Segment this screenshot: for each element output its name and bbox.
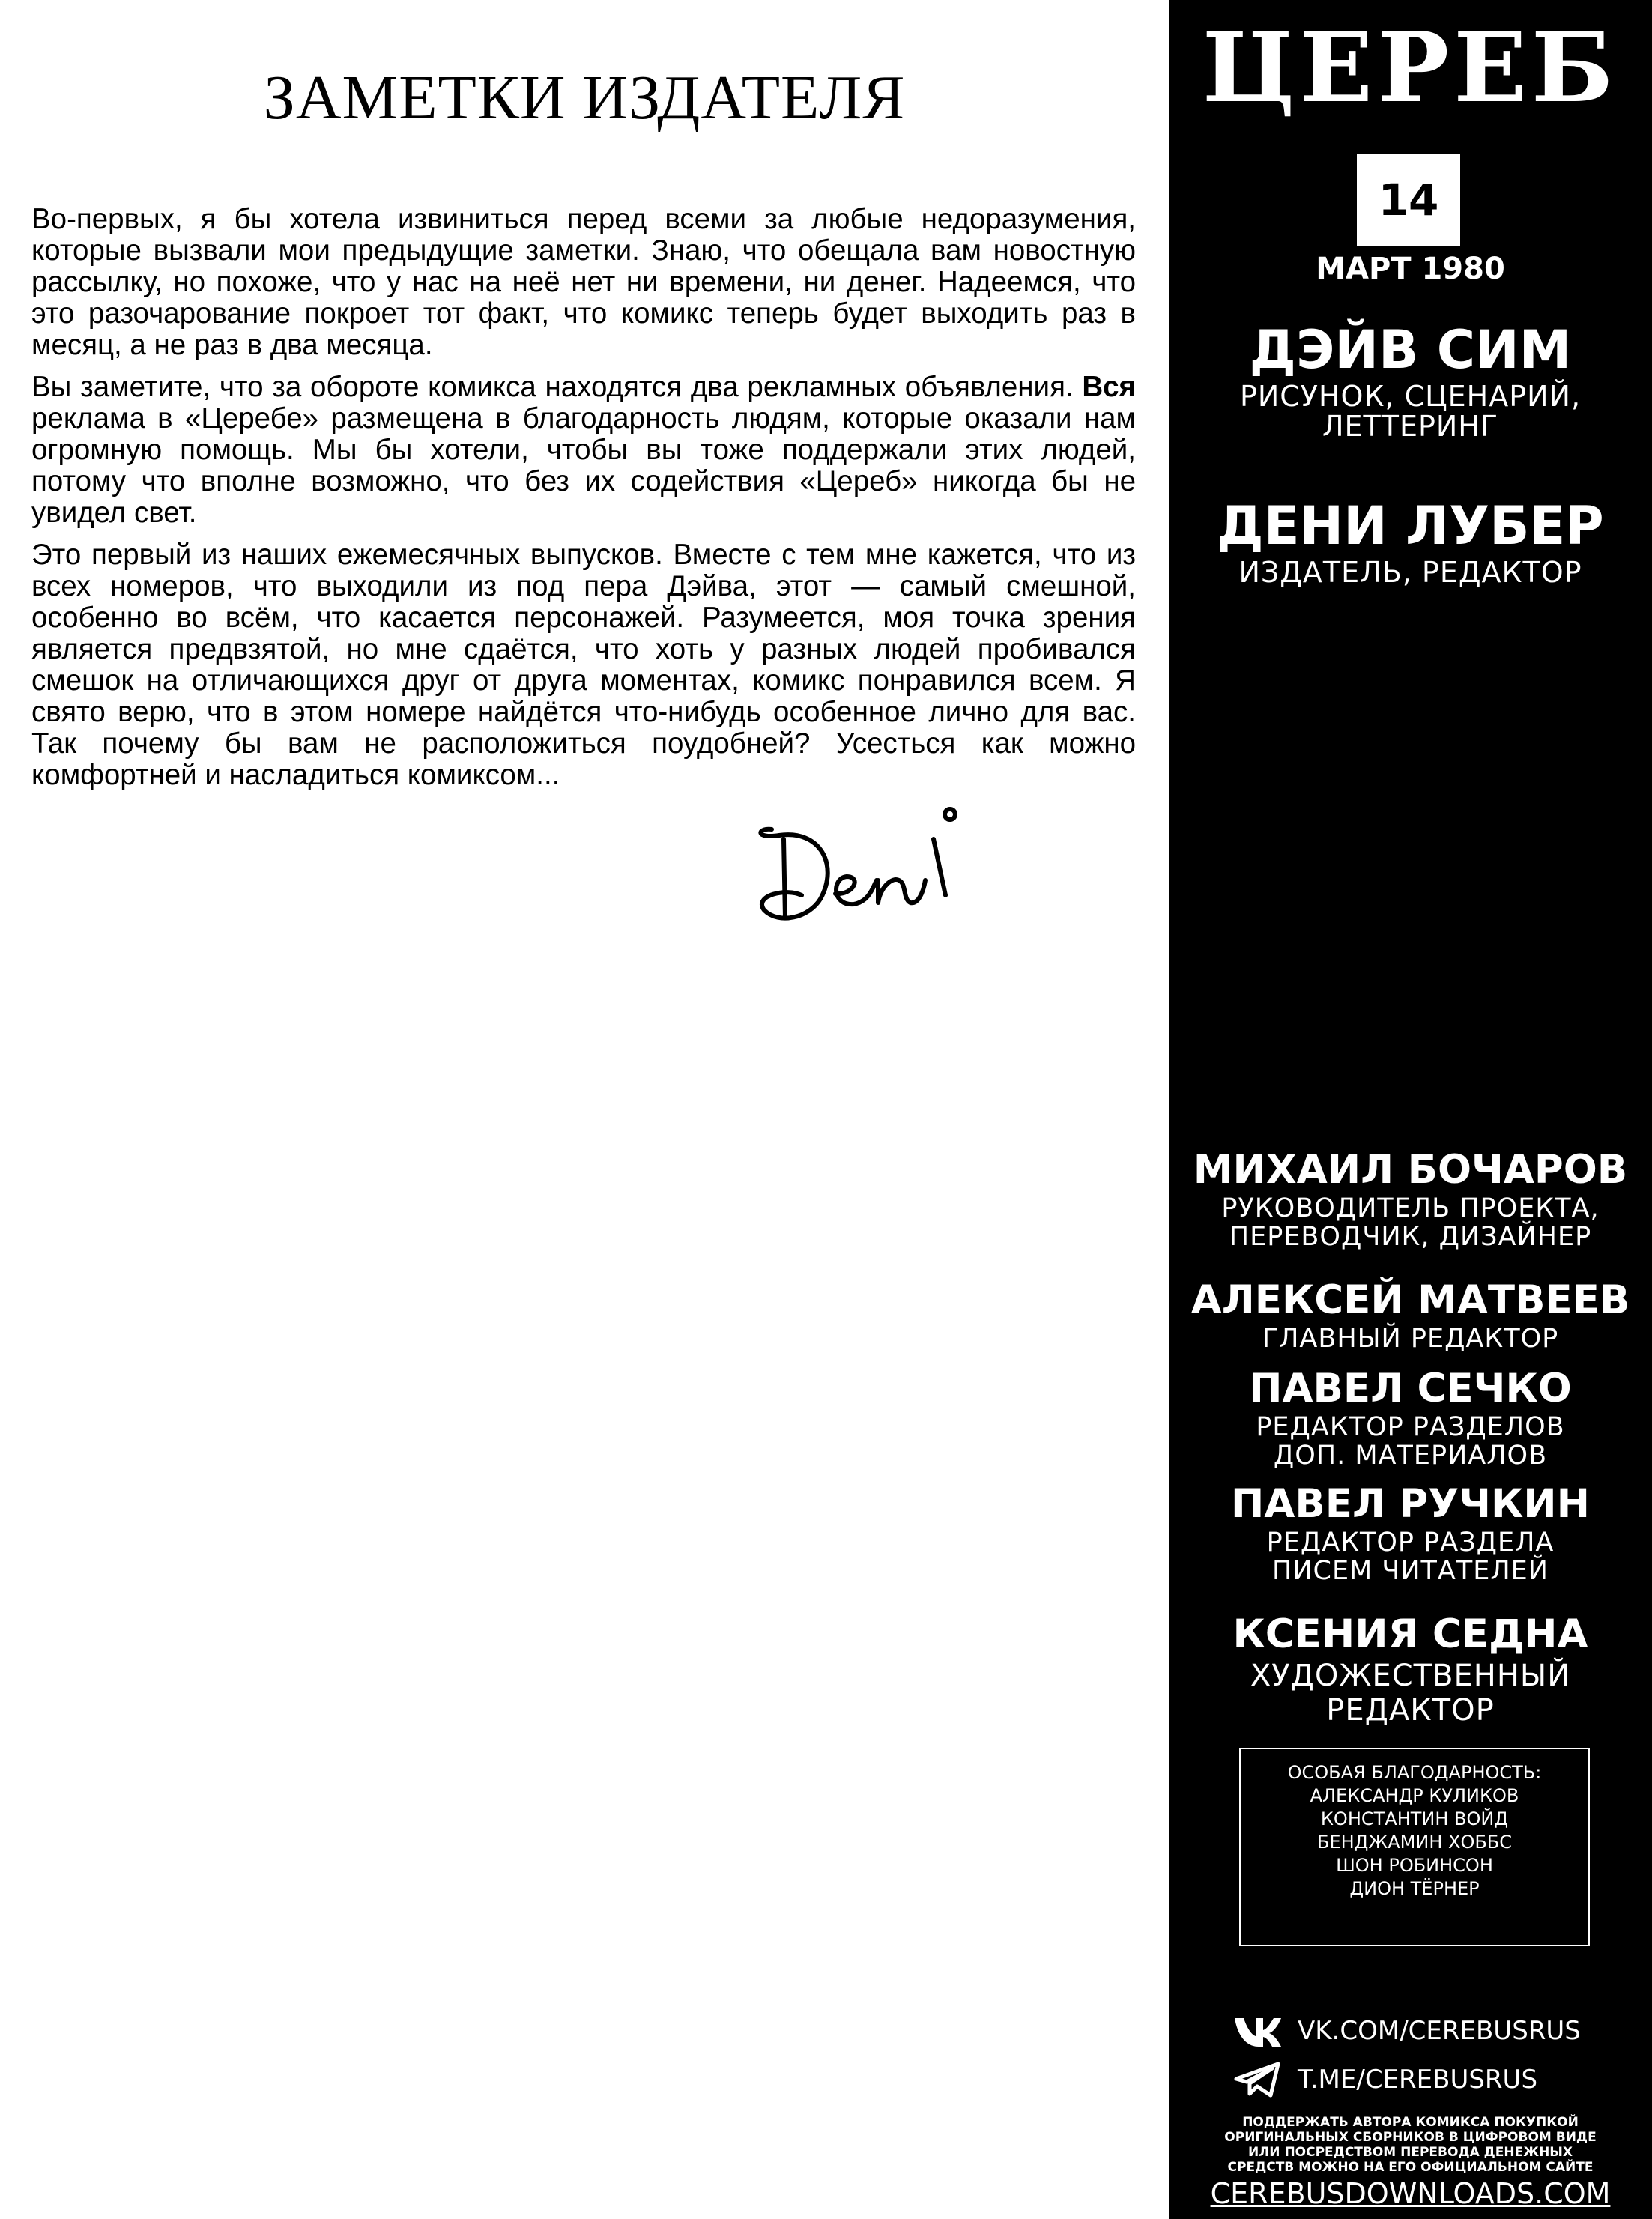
thanks-name: КОНСТАНТИН ВОЙД: [1320, 1808, 1509, 1829]
credit-name: КСЕНИЯ СЕДНА: [1232, 1611, 1588, 1657]
official-site-link[interactable]: CEREBUSDOWNLOADS.COM: [1210, 2177, 1611, 2210]
credits-sidebar: [1169, 0, 1652, 2219]
credit-publisher: [1169, 494, 1652, 587]
issue-date: МАРТ 1980: [1316, 252, 1505, 286]
credit-role-line: РЕДАКТОР РАЗДЕЛОВ: [1256, 1412, 1565, 1442]
credit-author: [1169, 318, 1652, 441]
thanks-heading: ОСОБАЯ БЛАГОДАРНОСТЬ:: [1287, 1762, 1542, 1783]
special-thanks-box: [1239, 1748, 1590, 1946]
credit-name: ДЭЙВ СИМ: [1249, 319, 1572, 381]
credit-name: МИХАИЛ БОЧАРОВ: [1193, 1147, 1628, 1193]
paragraph-text: Вы заметите, что за обороте комикса находятся два рекламных объявления.: [31, 371, 1083, 403]
paragraph-bold-text: Вся: [1082, 371, 1136, 403]
credit-role-line: ПИСЕМ ЧИТАТЕЛЕЙ: [1272, 1556, 1549, 1586]
telegram-icon: [1233, 2061, 1283, 2098]
paragraph-text: Это первый из наших ежемесячных выпусков. Вместе с тем мне кажется, что из всех номеров, что выходили из под пера Дэйва, этот — самый смешной, особенно во всём, что касается персонажей. Разумеется, моя точка зрения является предвзятой, но мне сдаётся, что хоть у разных людей пробивался смешок на отличающихся друг от друга моментах, комикс понравился всем. Я свято верю, что в этом номере найдётся что-нибудь особенное лично для вас. Так почему бы вам не расположиться поудобней? Усесться как можно комфортней и насладиться комиксом...: [31, 539, 1136, 791]
credit-art-editor: [1169, 1611, 1652, 1728]
credit-name: ПАВЕЛ СЕЧКО: [1249, 1366, 1572, 1411]
notes-body: [31, 204, 1136, 802]
notes-paragraph: [31, 204, 1136, 361]
credit-name: ПАВЕЛ РУЧКИН: [1230, 1481, 1591, 1527]
telegram-link[interactable]: [1233, 2059, 1537, 2101]
support-author-text: ПОДДЕРЖАТЬ АВТОРА КОМИКСА ПОКУПКОЙ ОРИГИНАЛЬНЫХ СБОРНИКОВ В ЦИФРОВОМ ВИДЕ ИЛИ ПОСРЕДСТВОМ ПЕРЕВОДА ДЕНЕЖНЫХ СРЕДСТВ МОЖНО НА ЕГО ОФИЦИАЛЬНОМ САЙТЕ: [1224, 2115, 1597, 2175]
signature-deni: [749, 805, 974, 933]
credit-role-line: РЕДАКТОР: [1326, 1693, 1495, 1728]
issue-number: 14: [1357, 154, 1460, 246]
notes-paragraph: [31, 539, 1136, 791]
thanks-name: ДИОН ТЁРНЕР: [1349, 1878, 1480, 1899]
credit-letters-editor: [1169, 1480, 1652, 1585]
paragraph-text: Во-первых, я бы хотела извиниться перед всеми за любые недоразумения, которые вызвали мои предыдущие заметки. Знаю, что обещала вам новостную рассылку, но похоже, что у нас на неё нет ни времени, ни денег. Надеемся, что это разочарование покроет тот факт, что комикс теперь будет выходить раз в месяц, а не раз в два месяца.: [31, 203, 1136, 361]
credit-section-editor: [1169, 1365, 1652, 1470]
credit-role: ИЗДАТЕЛЬ, РЕДАКТОР: [1238, 556, 1582, 589]
notes-paragraph: [31, 372, 1136, 529]
credit-role-line: ДОП. МАТЕРИАЛОВ: [1273, 1441, 1548, 1471]
vk-link[interactable]: [1233, 2010, 1581, 2052]
cerebus-logo: [1169, 15, 1652, 120]
credit-chief-editor: [1169, 1277, 1652, 1353]
telegram-link-label[interactable]: T.ME/CEREBUSRUS: [1298, 2065, 1538, 2095]
vk-link-label[interactable]: VK.COM/CEREBUSRUS: [1298, 2016, 1581, 2046]
page-title: ЗАМЕТКИ ИЗДАТЕЛЯ: [263, 63, 906, 133]
credit-role-line: ХУДОЖЕСТВЕННЫЙ: [1250, 1659, 1571, 1693]
credit-role-line: ГЛАВНЫЙ РЕДАКТОР: [1262, 1324, 1559, 1354]
svg-text:ЦЕРЕБ: ЦЕРЕБ: [1202, 15, 1618, 120]
thanks-name: АЛЕКСАНДР КУЛИКОВ: [1310, 1785, 1519, 1806]
thanks-name: ШОН РОБИНСОН: [1336, 1855, 1493, 1876]
credit-translator: [1169, 1146, 1652, 1251]
paragraph-text: реклама в «Церебе» размещена в благодарность людям, которые оказали нам огромную помощь. Мы бы хотели, чтобы вы тоже поддержали этих людей, потому что вполне возможно, что без их содействия «Цереб» никогда бы не увидел свет.: [31, 402, 1136, 529]
credit-name: АЛЕКСЕЙ МАТВЕЕВ: [1190, 1277, 1630, 1323]
credit-role-line: РЕДАКТОР РАЗДЕЛА: [1266, 1528, 1555, 1557]
vk-icon: [1233, 2012, 1283, 2050]
credit-name: ДЕНИ ЛУБЕР: [1217, 495, 1604, 557]
credit-role-line: РУКОВОДИТЕЛЬ ПРОЕКТА,: [1221, 1193, 1600, 1223]
credit-role-line: ПЕРЕВОДЧИК, ДИЗАЙНЕР: [1229, 1222, 1592, 1252]
thanks-name: БЕНДЖАМИН ХОББС: [1316, 1832, 1513, 1853]
credit-role: РИСУНОК, СЦЕНАРИЙ, ЛЕТТЕРИНГ: [1239, 380, 1582, 443]
